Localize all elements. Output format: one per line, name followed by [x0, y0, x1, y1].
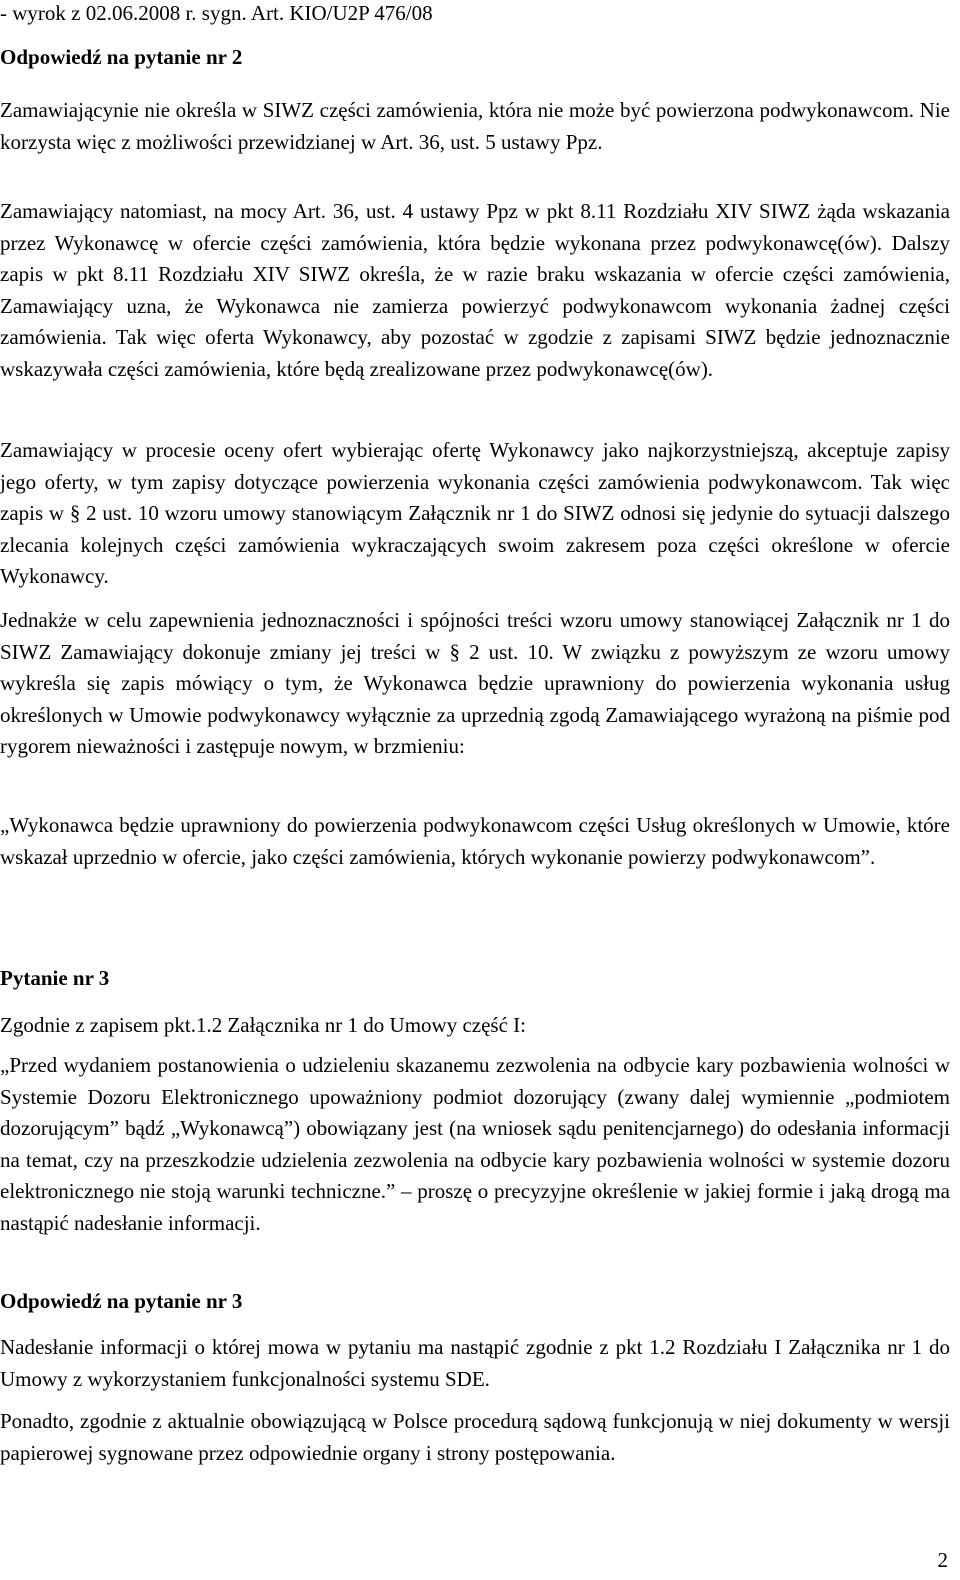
- answer2-heading: Odpowiedź na pytanie nr 2: [0, 45, 243, 69]
- answer3-heading: Odpowiedź na pytanie nr 3: [0, 1289, 243, 1313]
- page-number: 2: [937, 1548, 948, 1572]
- question3-intro: Zgodnie z zapisem pkt.1.2 Załącznika nr 1 do Umowy część I:: [0, 1013, 526, 1037]
- answer2-paragraph-2: Zamawiający natomiast, na mocy Art. 36, ust. 4 ustawy Ppz w pkt 8.11 Rozdziału XIV SIWZ żąda wskazania przez Wykonawcę w ofercie części zamówienia, która będzie wykonana przez podwykonawcę(ów). Dalszy zapis w pkt 8.11 Rozdziału XIV SIWZ określa, że w razie braku wskazania w ofercie części zamówienia, Zamawiający uzna, że Wykonawca nie zamierza powierzyć podwykonawcom wykonania żadnej części zamówienia. Tak więc oferta Wykonawcy, aby pozostać w zgodzie z zapisami SIWZ będzie jednoznacznie wskazywała części zamówienia, które będą zrealizowane przez podwykonawcę(ów).: [0, 199, 950, 381]
- answer2-quote: „Wykonawca będzie uprawniony do powierzenia podwykonawcom części Usług określonych w Umowie, które wskazał uprzednio w ofercie, jako części zamówienia, których wykonanie powierzy podwykonawcom”.: [0, 813, 950, 869]
- top-line: - wyrok z 02.06.2008 r. sygn. Art. KIO/U2P 476/08: [0, 1, 433, 25]
- answer2-paragraph-4: Jednakże w celu zapewnienia jednoznaczności i spójności treści wzoru umowy stanowiącej Załącznik nr 1 do SIWZ Zamawiający dokonuje zmiany jej treści w § 2 ust. 10. W związku z powyższym ze wzoru umowy wykreśla się zapis mówiący o tym, że Wykonawca będzie uprawniony do powierzenia wykonania usług określonych w Umowie podwykonawcy wyłącznie za uprzednią zgodą Zamawiającego wyrażoną na piśmie pod rygorem nieważności i zastępuje nowym, w brzmieniu:: [0, 608, 950, 759]
- question3-heading: Pytanie nr 3: [0, 966, 110, 990]
- answer3-paragraph-1: Nadesłanie informacji o której mowa w pytaniu ma nastąpić zgodnie z pkt 1.2 Rozdziału I Załącznika nr 1 do Umowy z wykorzystaniem funkcjonalności systemu SDE.: [0, 1335, 950, 1391]
- answer2-paragraph-3: Zamawiający w procesie oceny ofert wybierając ofertę Wykonawcy jako najkorzystniejszą, akceptuje zapisy jego oferty, w tym zapisy dotyczące powierzenia wykonania części zamówienia podwykonawcom. Tak więc zapis w § 2 ust. 10 wzoru umowy stanowiącym Załącznik nr 1 do SIWZ odnosi się jedynie do sytuacji dalszego zlecania kolejnych części zamówienia wykraczających swoim zakresem poza części określone w ofercie Wykonawcy.: [0, 438, 950, 589]
- question3-quote: „Przed wydaniem postanowienia o udzieleniu skazanemu zezwolenia na odbycie kary pozbawienia wolności w Systemie Dozoru Elektronicznego upoważniony podmiot dozorujący (zwany dalej wymiennie „podmiotem dozorującym” bądź „Wykonawcą”) obowiązany jest (na wniosek sądu penitencjarnego) do odesłania informacji na temat, czy na przeszkodzie udzielenia zezwolenia na odbycie kary pozbawienia wolności w systemie dozoru elektronicznego nie stoją warunki techniczne.” – proszę o precyzyjne określenie w jakiej formie i jaką drogą ma nastąpić nadesłanie informacji.: [0, 1053, 950, 1235]
- answer2-paragraph-1: Zamawiającynie nie określa w SIWZ części zamówienia, która nie może być powierzona podwykonawcom. Nie korzysta więc z możliwości przewidzianej w Art. 36, ust. 5 ustawy Ppz.: [0, 98, 950, 154]
- answer3-paragraph-2: Ponadto, zgodnie z aktualnie obowiązującą w Polsce procedurą sądową funkcjonują w niej dokumenty w wersji papierowej sygnowane przez odpowiednie organy i strony postępowania.: [0, 1409, 950, 1465]
